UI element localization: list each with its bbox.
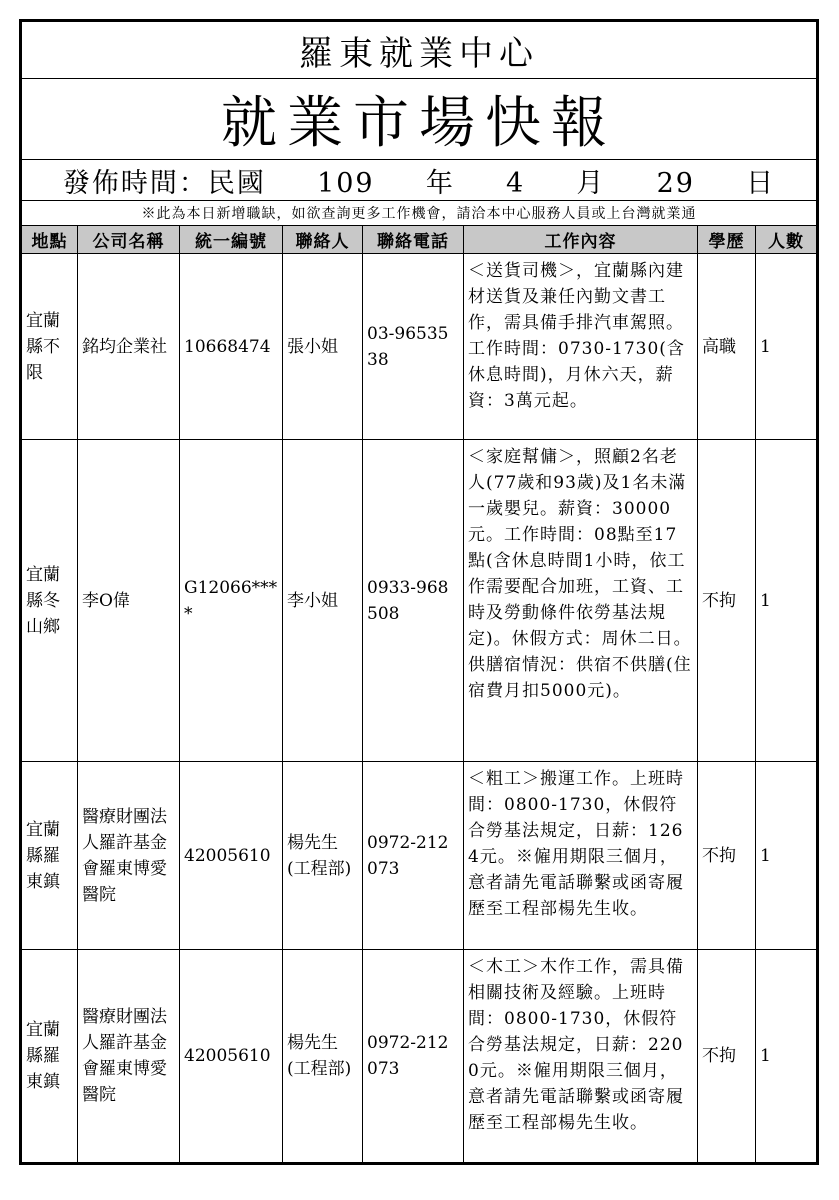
job-education: 不拘 [698, 440, 756, 762]
job-bulletin-table [19, 19, 819, 1165]
job-count: 1 [756, 762, 818, 950]
column-header-contact: 聯絡人 [283, 226, 363, 254]
job-tax-id: 42005610 [180, 950, 283, 1164]
job-count: 1 [756, 950, 818, 1164]
job-tax-id: 42005610 [180, 762, 283, 950]
table-row [21, 950, 818, 1164]
job-contact: 張小姐 [283, 254, 363, 440]
date-month-unit: 月 [576, 167, 606, 199]
table-row [21, 254, 818, 440]
column-header-phone: 聯絡電話 [363, 226, 464, 254]
job-contact: 李小姐 [283, 440, 363, 762]
column-header-location: 地點 [21, 226, 78, 254]
job-contact: 楊先生(工程部) [283, 950, 363, 1164]
job-bulletin-sheet [19, 19, 816, 1165]
job-location: 宜蘭縣羅東鎮 [21, 950, 78, 1164]
date-month: 4 [506, 167, 526, 199]
job-education: 不拘 [698, 950, 756, 1164]
date-year-unit: 年 [425, 167, 455, 199]
job-tax-id: 10668474 [180, 254, 283, 440]
date-day: 29 [656, 167, 695, 199]
job-count: 1 [756, 254, 818, 440]
job-location: 宜蘭縣不限 [21, 254, 78, 440]
job-contact: 楊先生(工程部) [283, 762, 363, 950]
job-phone: 0972-212073 [363, 950, 464, 1164]
job-location: 宜蘭縣羅東鎮 [21, 762, 78, 950]
report-title: 就業市場快報 [21, 79, 818, 160]
date-label: 發佈時間：民國 [62, 167, 266, 199]
column-header-count: 人數 [756, 226, 818, 254]
column-header-education: 學歷 [698, 226, 756, 254]
publish-date [21, 160, 818, 201]
job-education: 不拘 [698, 762, 756, 950]
job-company: 醫療財團法人羅許基金會羅東博愛醫院 [78, 762, 180, 950]
job-count: 1 [756, 440, 818, 762]
job-description: ＜木工＞木作工作，需具備相關技術及經驗。上班時間：0800-1730，休假符合勞基法規定，日薪：2200元。※僱用期限三個月，意者請先電話聯繫或函寄履歷至工程部楊先生收。 [464, 950, 698, 1164]
job-location: 宜蘭縣冬山鄉 [21, 440, 78, 762]
date-day-unit: 日 [746, 167, 776, 199]
job-description: ＜送貨司機＞，宜蘭縣內建材送貨及兼任內勤文書工作，需具備手排汽車駕照。工作時間：0730-1730(含休息時間)，月休六天，薪資：3萬元起。 [464, 254, 698, 440]
table-row [21, 762, 818, 950]
job-education: 高職 [698, 254, 756, 440]
job-phone: 03-9653538 [363, 254, 464, 440]
column-header-tax-id: 統一編號 [180, 226, 283, 254]
job-description: ＜家庭幫傭＞，照顧2名老人(77歲和93歲)及1名未滿一歲嬰兒。薪資：30000元。工作時間：08點至17點(含休息時間1小時，依工作需要配合加班，工資、工時及勞動條件依勞基法規定)。休假方式：周休二日。供膳宿情況：供宿不供膳(住宿費月扣5000元)。 [464, 440, 698, 762]
job-phone: 0972-212073 [363, 762, 464, 950]
center-name: 羅東就業中心 [21, 21, 818, 79]
job-company: 李O偉 [78, 440, 180, 762]
job-phone: 0933-968508 [363, 440, 464, 762]
notice-text: ※此為本日新增職缺，如欲查詢更多工作機會，請洽本中心服務人員或上台灣就業通 [21, 201, 818, 226]
job-tax-id: G12066**** [180, 440, 283, 762]
job-company: 醫療財團法人羅許基金會羅東博愛醫院 [78, 950, 180, 1164]
table-row [21, 440, 818, 762]
job-company: 銘均企業社 [78, 254, 180, 440]
column-header-company: 公司名稱 [78, 226, 180, 254]
date-year: 109 [317, 167, 375, 199]
column-header-description: 工作內容 [464, 226, 698, 254]
job-description: ＜粗工＞搬運工作。上班時間：0800-1730，休假符合勞基法規定，日薪：1264元。※僱用期限三個月，意者請先電話聯繫或函寄履歷至工程部楊先生收。 [464, 762, 698, 950]
table-header-row [21, 226, 818, 254]
